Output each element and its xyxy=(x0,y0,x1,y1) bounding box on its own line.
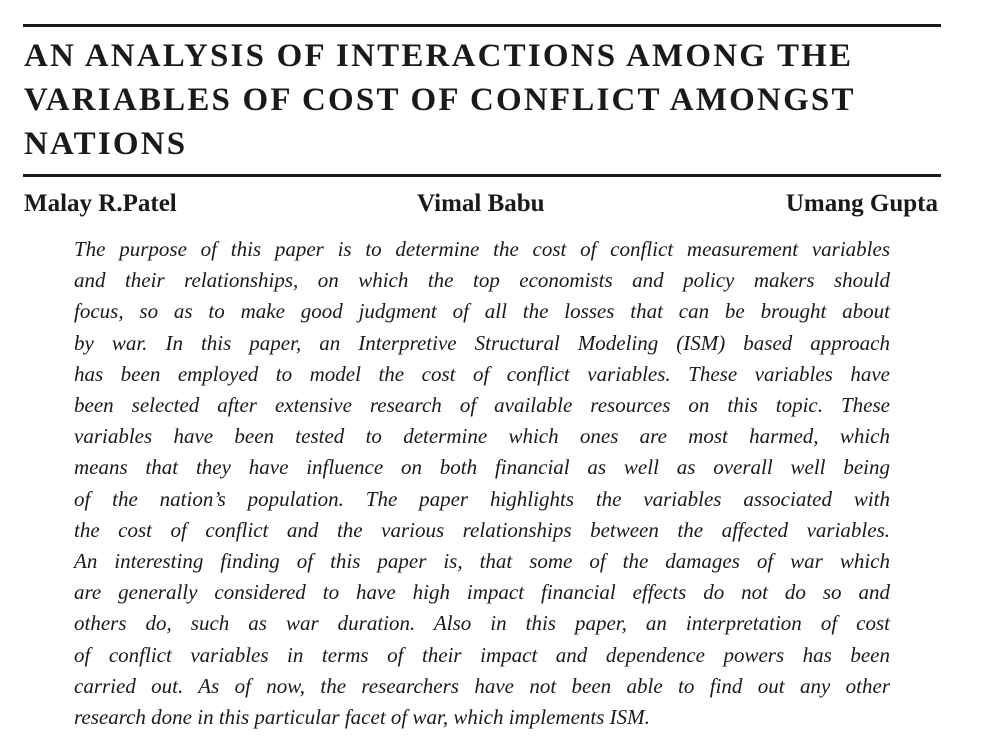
title-line: AN ANALYSIS OF INTERACTIONS AMONG THE xyxy=(24,38,854,74)
title-top-rule xyxy=(23,24,941,27)
author-list xyxy=(24,186,938,222)
abstract-line: been selected after extensive research of available resources on this topic. These xyxy=(74,393,890,418)
abstract-line: others do, such as war duration. Also in this paper, an interpretation of cost xyxy=(74,611,890,636)
abstract-line: carried out. As of now, the researchers have not been able to find out any other xyxy=(74,673,890,698)
abstract-line: research done in this particular facet of war, which implements ISM. xyxy=(74,705,650,730)
author-name: Malay R.Patel xyxy=(24,190,177,217)
author-name: Vimal Babu xyxy=(417,190,545,217)
abstract-line: has been employed to model the cost of conflict variables. These variables have xyxy=(74,361,890,386)
author-name: Umang Gupta xyxy=(785,190,938,217)
abstract-line: are generally considered to have high impact financial effects do not do so and xyxy=(74,580,890,605)
abstract-line: and their relationships, on which the top economists and policy makers should xyxy=(74,268,890,293)
abstract-line: of the nation’s population. The paper highlights the variables associated with xyxy=(74,486,890,511)
abstract-line: variables have been tested to determine which ones are most harmed, which xyxy=(74,424,890,449)
abstract xyxy=(74,234,890,733)
abstract-line: focus, so as to make good judgment of all the losses that can be brought about xyxy=(74,299,890,324)
abstract-line: the cost of conflict and the various relationships between the affected variables. xyxy=(74,517,890,542)
abstract-line: by war. In this paper, an Interpretive Structural Modeling (ISM) based approach xyxy=(74,330,890,355)
title-line: VARIABLES OF COST OF CONFLICT AMONGST xyxy=(24,82,856,118)
abstract-line: The purpose of this paper is to determine the cost of conflict measurement variables xyxy=(74,237,890,261)
abstract-line: An interesting finding of this paper is, that some of the damages of war which xyxy=(74,549,890,574)
title-bottom-rule xyxy=(23,174,941,177)
abstract-line: of conflict variables in terms of their impact and dependence powers has been xyxy=(74,642,890,667)
abstract-line: means that they have influence on both financial as well as overall well being xyxy=(74,455,890,480)
paper-title xyxy=(24,34,954,166)
title-line: NATIONS xyxy=(24,126,188,162)
